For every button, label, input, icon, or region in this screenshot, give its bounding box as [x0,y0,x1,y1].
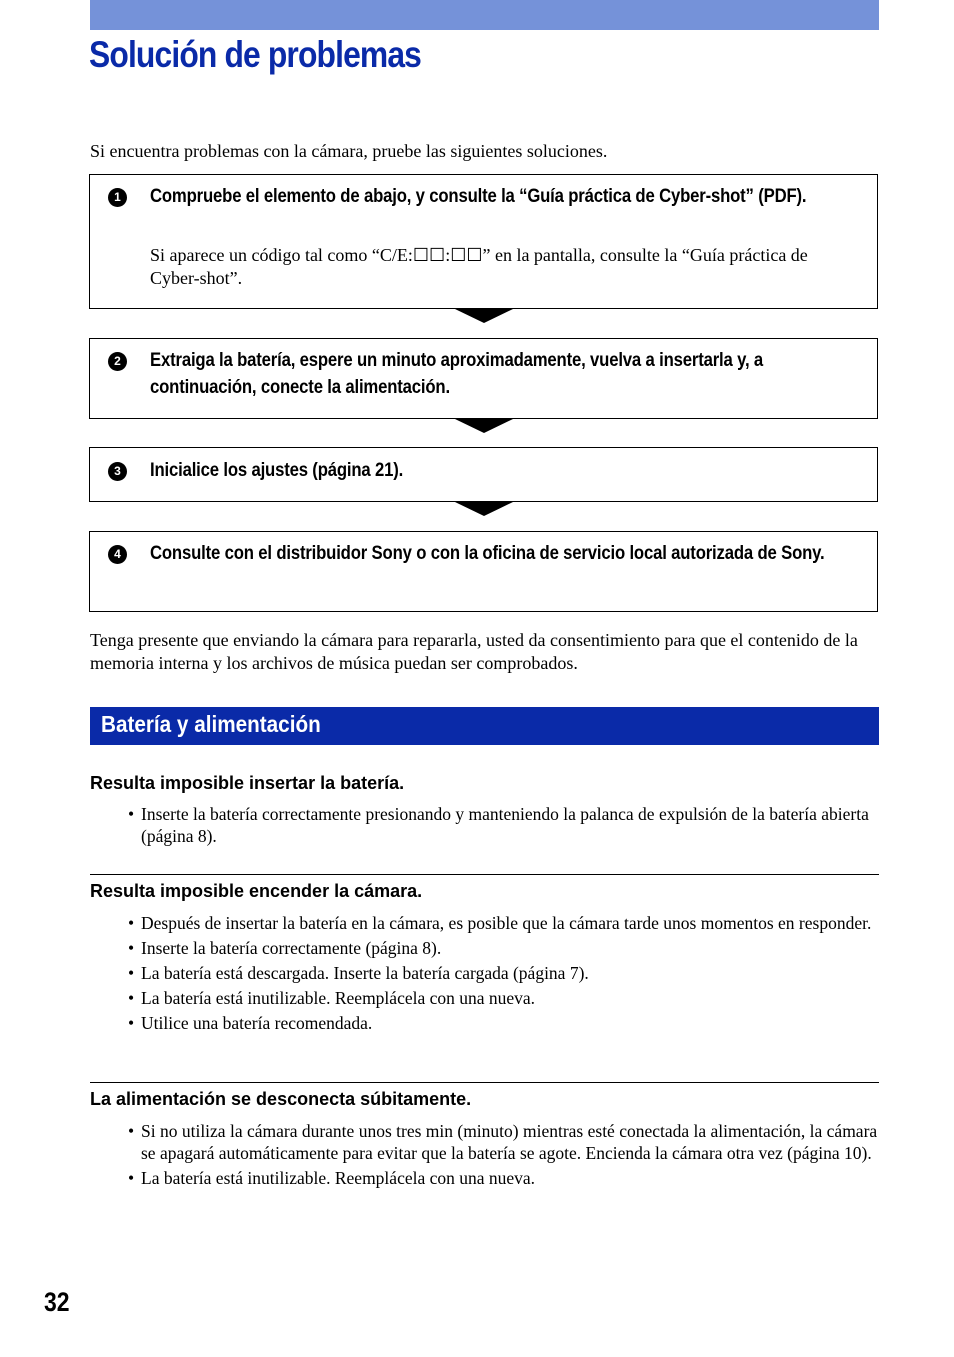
step-title-4 [150,540,863,567]
list-item: • Inserte la batería correctamente (página 8). [128,937,878,959]
step-box-3 [89,447,878,502]
step-box-4 [89,531,878,612]
list-item: • Inserte la batería correctamente presionando y manteniendo la palanca de expulsión de la batería abierta (página 8). [128,803,878,847]
problem-solutions-1 [128,803,878,850]
step-arrow-down-icon [455,419,513,433]
step-arrow-down-icon [455,502,513,516]
step-title-2-text: Extraiga la batería, espere un minuto aproximadamente, vuelva a insertarla y, a continuación, conecte la alimentación. [150,350,764,398]
problem-solutions-2 [128,912,878,1037]
step-title-1 [150,183,863,210]
problem-title-2: Resulta imposible encender la cámara. [90,881,423,901]
step-title-3 [150,457,863,484]
step-number-3: 3 [108,462,127,481]
step-title-1-text: Compruebe el elemento de abajo, y consulte la “Guía práctica de Cyber-shot” (PDF). [150,186,807,207]
step-desc-1: Si aparece un código tal como “C/E:☐☐:☐☐” en la pantalla, consulte la “Guía práctica de Cyber-shot”. [150,245,808,288]
page-title: Solución de problemas [89,34,422,75]
step-number-2: 2 [108,352,127,371]
step-box-2 [89,338,878,419]
divider [90,874,879,875]
header-color-bar [90,0,879,30]
list-item: • Después de insertar la batería en la cámara, es posible que la cámara tarde unos momentos en responder. [128,912,878,934]
problem-title-3: La alimentación se desconecta súbitamente. [90,1089,472,1109]
list-item: • Utilice una batería recomendada. [128,1012,878,1034]
step-number-4: 4 [108,545,127,564]
list-item: • La batería está inutilizable. Reemplácela con una nueva. [128,987,878,1009]
section-header [90,707,879,745]
divider [90,1082,879,1083]
repair-note: Tenga presente que enviando la cámara para repararla, usted da consentimiento para que el contenido de la memoria interna y los archivos de música puedan ser comprobados. [90,630,858,673]
problem-title-1: Resulta imposible insertar la batería. [90,773,405,793]
intro-text: Si encuentra problemas con la cámara, pruebe las siguientes soluciones. [90,141,608,161]
problem-solutions-3 [128,1120,878,1192]
step-title-3-text: Inicialice los ajustes (página 21). [150,460,404,481]
step-title-2 [150,347,863,401]
list-item: • La batería está descargada. Inserte la batería cargada (página 7). [128,962,878,984]
step-arrow-down-icon [455,309,513,323]
page-number: 32 [44,1287,70,1317]
step-title-4-text: Consulte con el distribuidor Sony o con la oficina de servicio local autorizada de Sony. [150,543,825,564]
section-title: Batería y alimentación [101,711,321,737]
step-box-1 [89,174,878,309]
list-item: • La batería está inutilizable. Reemplácela con una nueva. [128,1167,878,1189]
list-item: • Si no utiliza la cámara durante unos tres min (minuto) mientras esté conectada la alimentación, la cámara se apagará automáticamente para evitar que la batería se agote. Encienda la cámara otra vez (página 10). [128,1120,878,1164]
step-number-1: 1 [108,188,127,207]
